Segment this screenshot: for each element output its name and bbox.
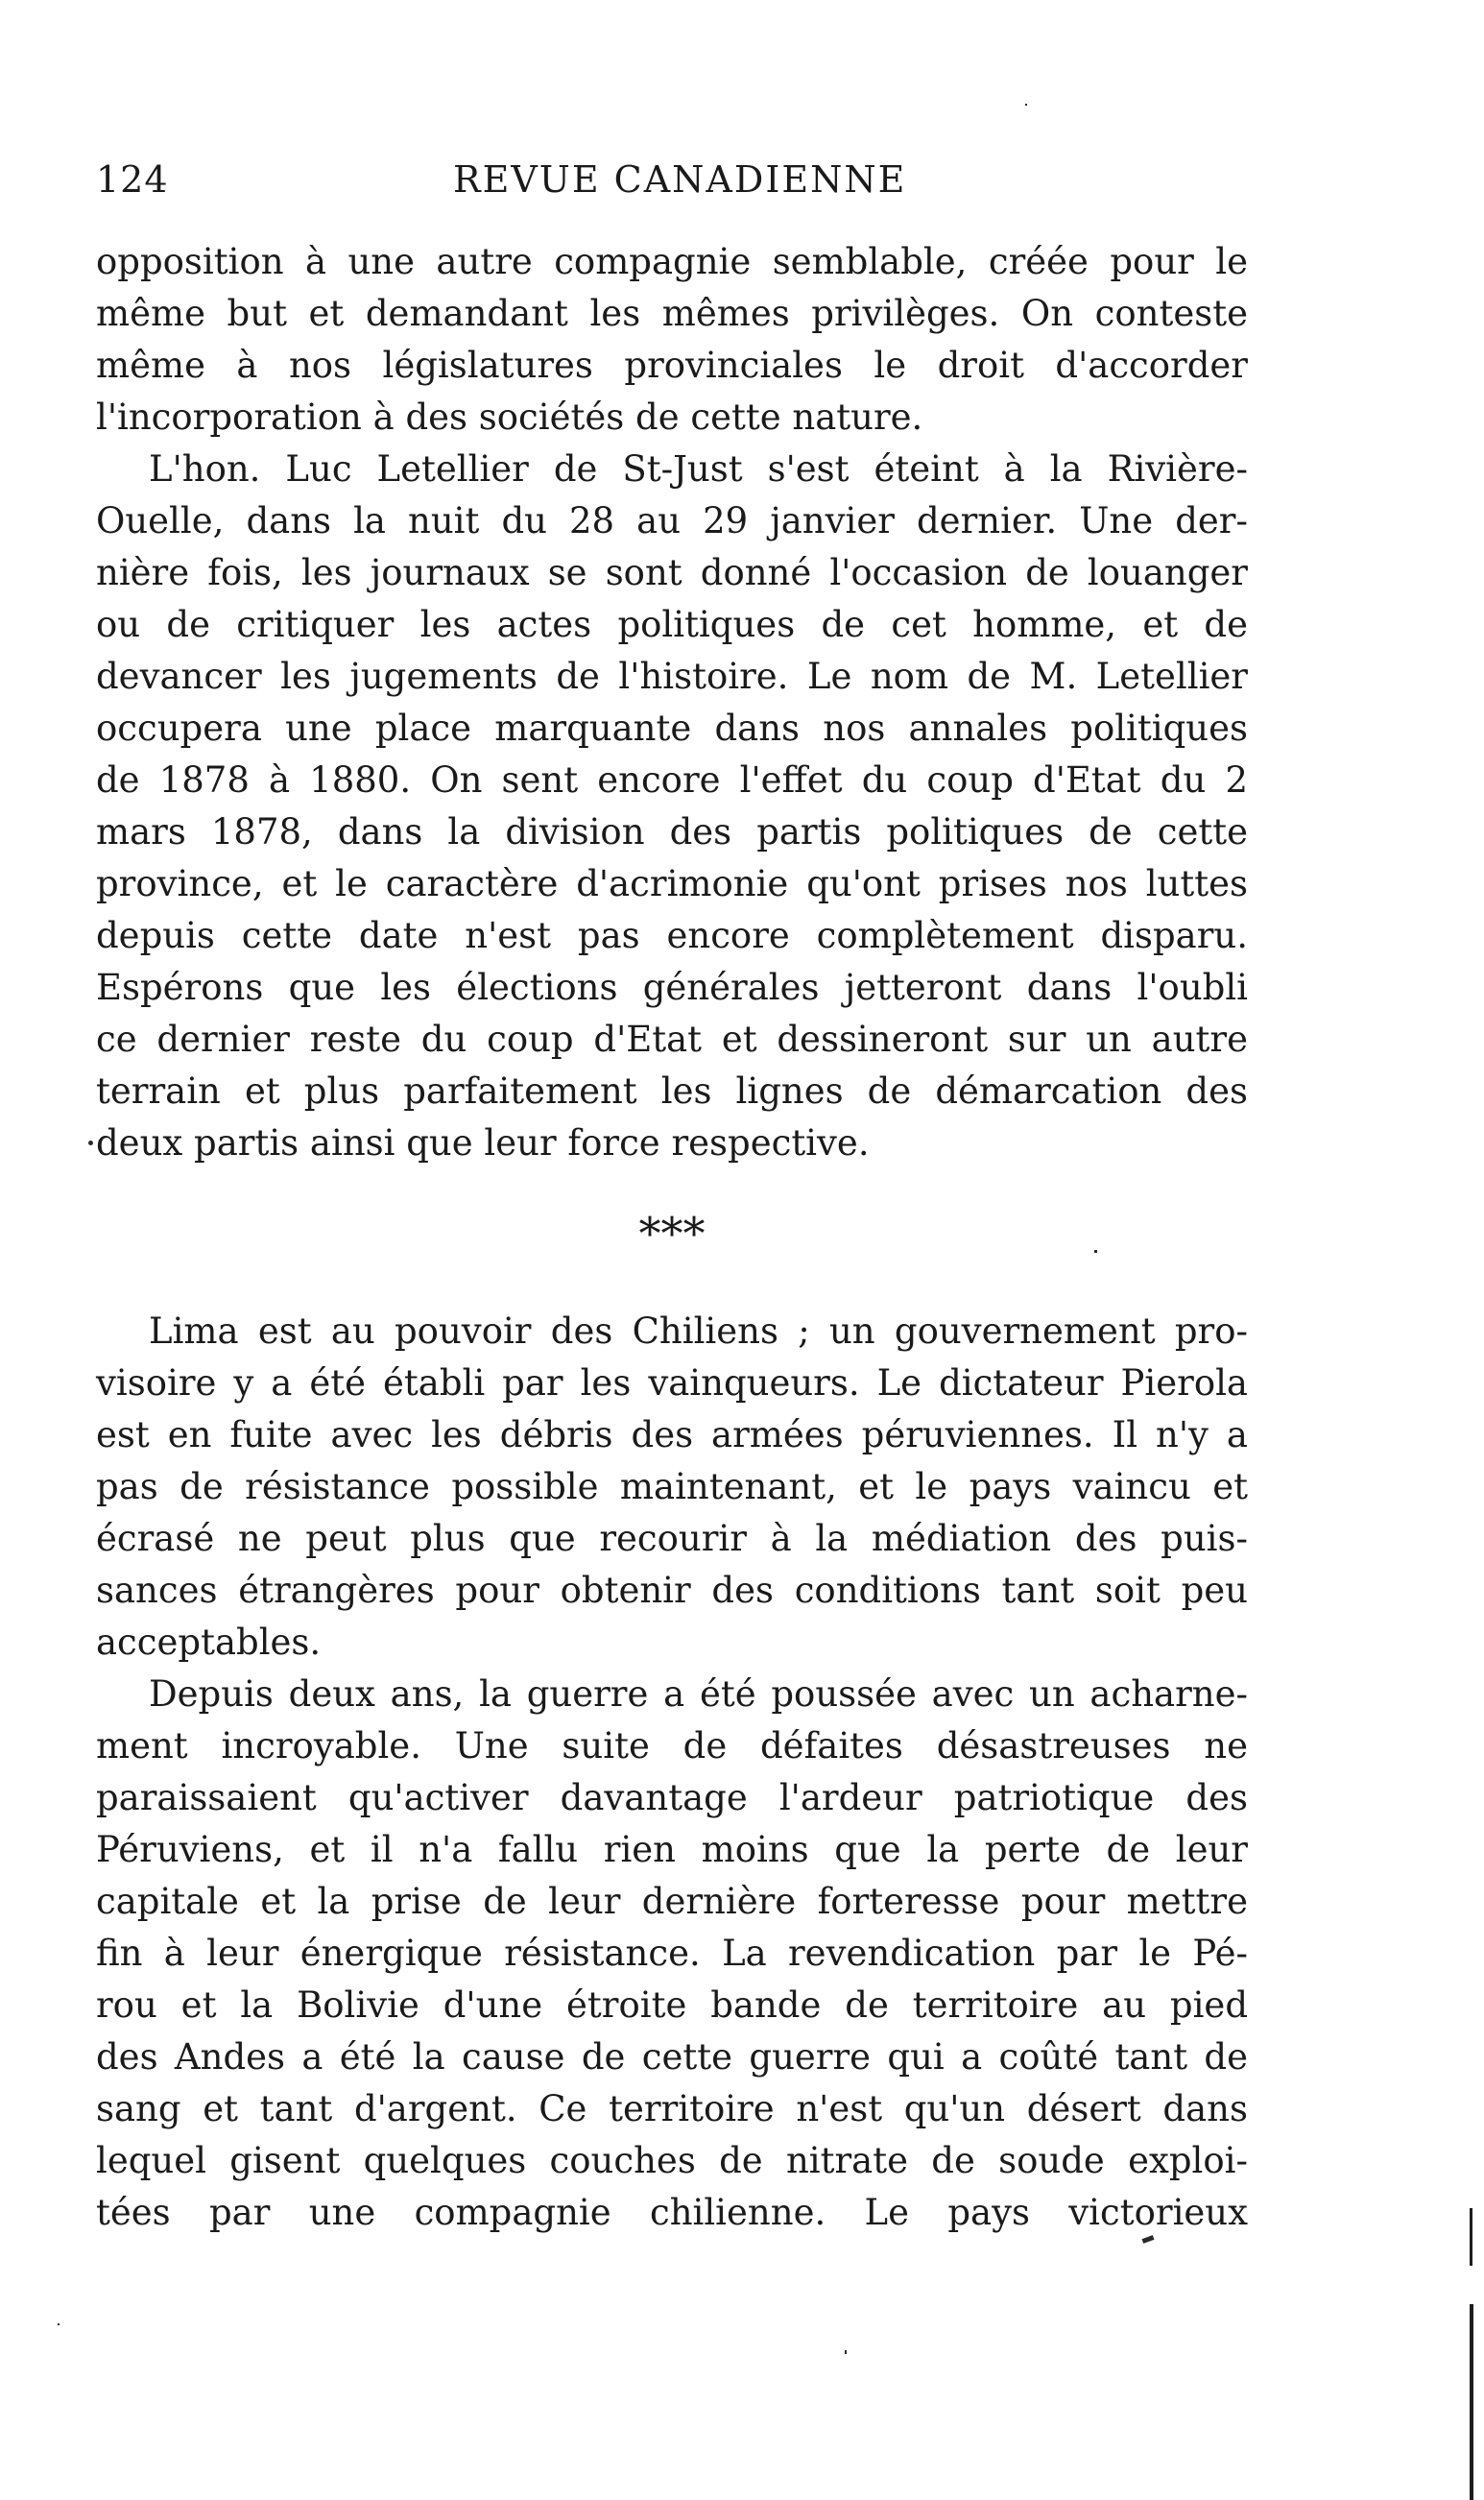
text-line: même but et demandant les mêmes privilèges. On conteste — [96, 293, 1248, 334]
text-line: des Andes a été la cause de cette guerre qui a coûté tant de — [96, 2036, 1248, 2078]
text-line: pas de résistance possible maintenant, et le pays vaincu et — [96, 1466, 1248, 1507]
text-line: devancer les jugements de l'histoire. Le nom de M. Letellier — [96, 656, 1248, 697]
ink-speck — [1025, 104, 1027, 106]
ink-speck — [58, 2323, 60, 2325]
text-line: Espérons que les élections générales jetteront dans l'oubli — [96, 967, 1248, 1008]
ink-speck — [845, 2350, 847, 2354]
text-line: Depuis deux ans, la guerre a été poussée avec un acharne- — [149, 1673, 1248, 1715]
text-line: paraissaient qu'activer davantage l'ardeur patriotique des — [96, 1777, 1248, 1818]
text-line: ou de critiquer les actes politiques de cet homme, et de — [96, 604, 1248, 645]
paragraph-letellier — [96, 444, 1248, 1169]
text-line: terrain et plus parfaitement les lignes de démarcation des — [96, 1070, 1248, 1112]
text-line: sang et tant d'argent. Ce territoire n'est qu'un désert dans — [96, 2088, 1248, 2129]
paragraph-lima — [96, 1306, 1248, 1669]
paragraph-guerre — [96, 1669, 1248, 2239]
ink-speck — [88, 1141, 93, 1145]
text-line: Lima est au pouvoir des Chiliens ; un gouvernement pro- — [149, 1310, 1248, 1352]
text-line: mars 1878, dans la division des partis politiques de cette — [96, 811, 1248, 853]
text-line: capitale et la prise de leur dernière forteresse pour mettre — [96, 1881, 1248, 1922]
text-line: province, et le caractère d'acrimonie qu'ont prises nos luttes — [96, 863, 1248, 904]
text-line: acceptables. — [96, 1622, 322, 1663]
text-line: ment incroyable. Une suite de défaites désastreuses ne — [96, 1725, 1248, 1767]
text-line: deux partis ainsi que leur force respective. — [96, 1122, 870, 1164]
section-asterism: ⁎⁎⁎ — [638, 1193, 706, 1245]
text-line: opposition à une autre compagnie semblable, créée pour le — [96, 241, 1248, 282]
page-header — [96, 158, 1248, 216]
ink-speck — [1094, 1250, 1097, 1253]
text-line: l'incorporation à des sociétés de cette nature. — [96, 397, 923, 438]
text-line: lequel gisent quelques couches de nitrate de soude exploi- — [96, 2140, 1248, 2181]
page-edge-line — [1470, 2304, 1473, 2500]
page-edge-line — [1470, 2208, 1472, 2266]
page-number: 124 — [96, 158, 169, 201]
text-line: Péruviens, et il n'a fallu rien moins que la perte de leur — [96, 1829, 1248, 1870]
text-line: occupera une place marquante dans nos annales politiques — [96, 708, 1248, 749]
text-line: même à nos législatures provinciales le droit d'accorder — [96, 345, 1248, 386]
paragraph-opposition — [96, 236, 1248, 444]
text-line: est en fuite avec les débris des armées péruviennes. Il n'y a — [96, 1414, 1248, 1455]
text-line: ce dernier reste du coup d'Etat et dessineront sur un autre — [96, 1019, 1248, 1060]
text-line: nière fois, les journaux se sont donné l'occasion de louanger — [96, 552, 1248, 593]
text-line: de 1878 à 1880. On sent encore l'effet du coup d'Etat du 2 — [96, 759, 1248, 801]
text-line: fin à leur énergique résistance. La revendication par le Pé- — [96, 1933, 1248, 1974]
text-line: rou et la Bolivie d'une étroite bande de territoire au pied — [96, 1984, 1248, 2026]
text-line: sances étrangères pour obtenir des conditions tant soit peu — [96, 1570, 1248, 1611]
text-line: tées par une compagnie chilienne. Le pays victorieux — [96, 2192, 1248, 2233]
text-line: depuis cette date n'est pas encore complètement disparu. — [96, 915, 1248, 956]
text-line: visoire y a été établi par les vainqueurs. Le dictateur Pierola — [96, 1362, 1248, 1404]
text-line: écrasé ne peut plus que recourir à la médiation des puis- — [96, 1518, 1248, 1559]
text-line: L'hon. Luc Letellier de St-Just s'est éteint à la Rivière- — [149, 448, 1248, 490]
running-title: REVUE CANADIENNE — [453, 158, 907, 201]
text-line: Ouelle, dans la nuit du 28 au 29 janvier dernier. Une der- — [96, 500, 1248, 541]
